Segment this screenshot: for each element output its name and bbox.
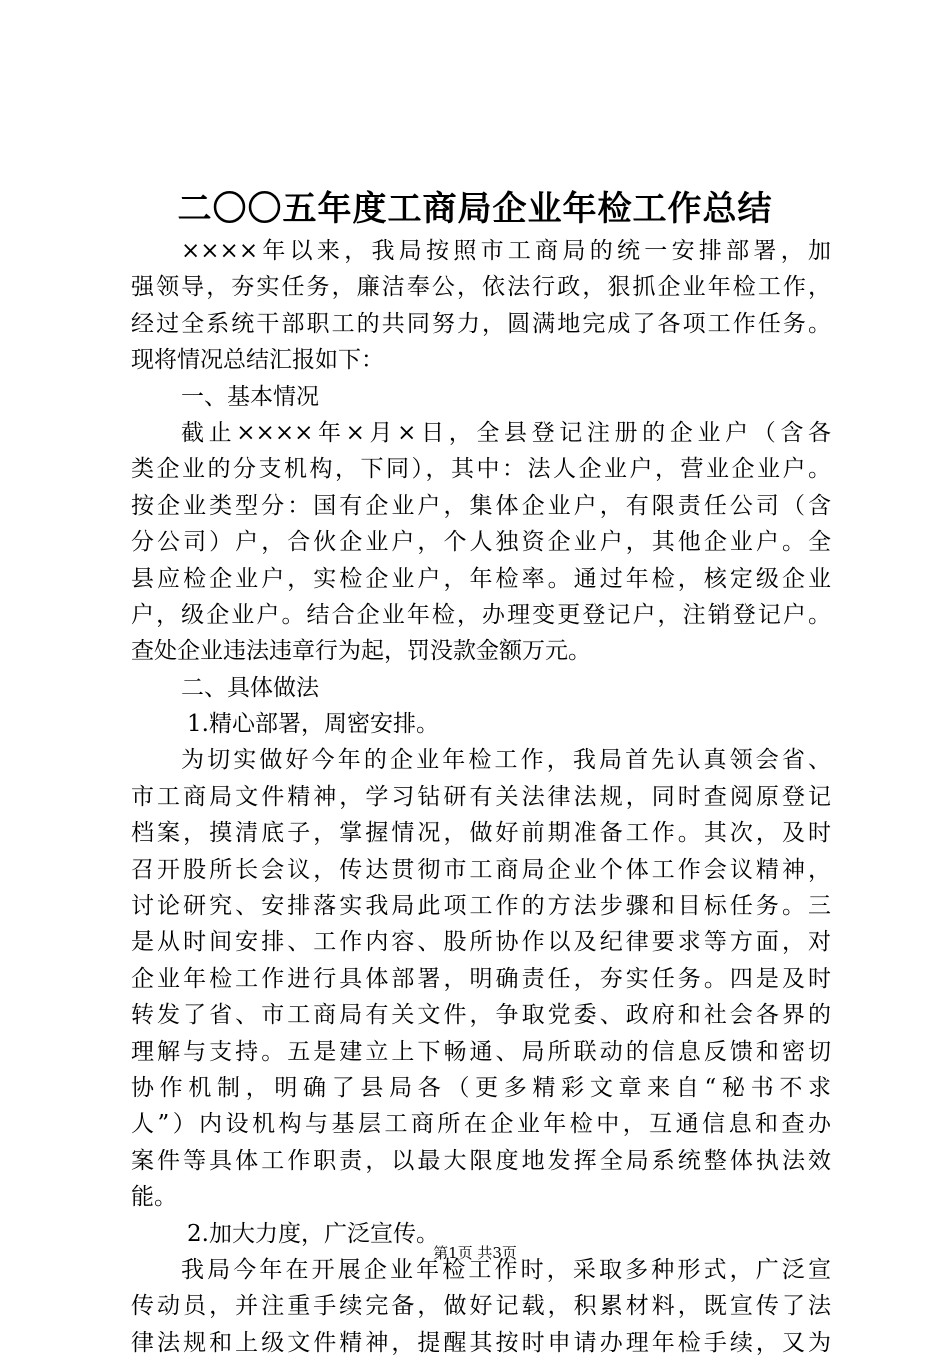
text-line: 案件等具体工作职责，以最大限度地发挥全局系统整体执法效	[131, 1147, 831, 1174]
text-line: 转发了省、市工商局有关文件，争取党委、政府和社会各界的	[131, 1002, 831, 1029]
text-line: 为切实做好今年的企业年检工作，我局首先认真领会省、	[181, 747, 831, 774]
page-footer: 第1页 共3页	[433, 1244, 517, 1262]
text-line: 理解与支持。五是建立上下畅通、局所联动的信息反馈和密切	[131, 1038, 831, 1065]
text-line: 户，级企业户。结合企业年检，办理变更登记户，注销登记户。	[131, 601, 831, 628]
section-heading: 二、具体做法	[181, 674, 319, 701]
text-line: 按企业类型分：国有企业户，集体企业户，有限责任公司（含	[131, 492, 831, 519]
text-line: 讨论研究、安排落实我局此项工作的方法步骤和目标任务。三	[131, 893, 831, 920]
text-line: 强领导，夯实任务，廉洁奉公，依法行政，狠抓企业年检工作，	[131, 274, 831, 301]
text-line: 我局今年在开展企业年检工作时，采取多种形式，广泛宣	[181, 1256, 831, 1283]
text-line: 档案，摸清底子，掌握情况，做好前期准备工作。其次，及时	[131, 820, 831, 847]
text-line: 传动员，并注重手续完备，做好记载，积累材料，既宣传了法	[131, 1293, 831, 1320]
text-line: 能。	[131, 1184, 177, 1211]
subsection-heading: 1.精心部署，周密安排。	[187, 711, 439, 738]
text-line: 人”）内设机构与基层工商所在企业年检中，互通信息和查办	[131, 1111, 831, 1138]
text-line: ××××年以来，我局按照市工商局的统一安排部署，加	[181, 238, 831, 264]
subsection-heading: 2.加大力度，广泛宣传。	[187, 1220, 439, 1247]
text-line: 县应检企业户，实检企业户，年检率。通过年检，核定级企业	[131, 565, 831, 592]
text-line: 分公司）户，合伙企业户，个人独资企业户，其他企业户。全	[131, 529, 831, 556]
text-line: 是从时间安排、工作内容、股所协作以及纪律要求等方面，对	[131, 929, 831, 956]
document-body	[131, 233, 831, 1361]
text-line: 召开股所长会议，传达贯彻市工商局企业个体工作会议精神，	[131, 856, 831, 883]
text-line: 查处企业违法违章行为起，罚没款金额万元。	[131, 638, 591, 665]
text-line: 类企业的分支机构，下同），其中：法人企业户，营业企业户。	[131, 456, 831, 483]
document-title: 二〇〇五年度工商局企业年检工作总结	[177, 189, 773, 229]
text-line: 现将情况总结汇报如下：	[131, 347, 384, 374]
text-line: 截止××××年×月×日，全县登记注册的企业户（含各	[181, 419, 831, 446]
text-line: 律法规和上级文件精神，提醒其按时申请办理年检手续，又为	[131, 1329, 831, 1356]
section-heading: 一、基本情况	[181, 383, 319, 410]
text-line: 市工商局文件精神，学习钻研有关法律法规，同时查阅原登记	[131, 783, 831, 810]
text-line: 协作机制，明确了县局各（更多精彩文章来自“秘书不求	[131, 1074, 831, 1101]
text-line: 经过全系统干部职工的共同努力，圆满地完成了各项工作任务。	[131, 310, 831, 337]
text-line: 企业年检工作进行具体部署，明确责任，夯实任务。四是及时	[131, 965, 831, 992]
